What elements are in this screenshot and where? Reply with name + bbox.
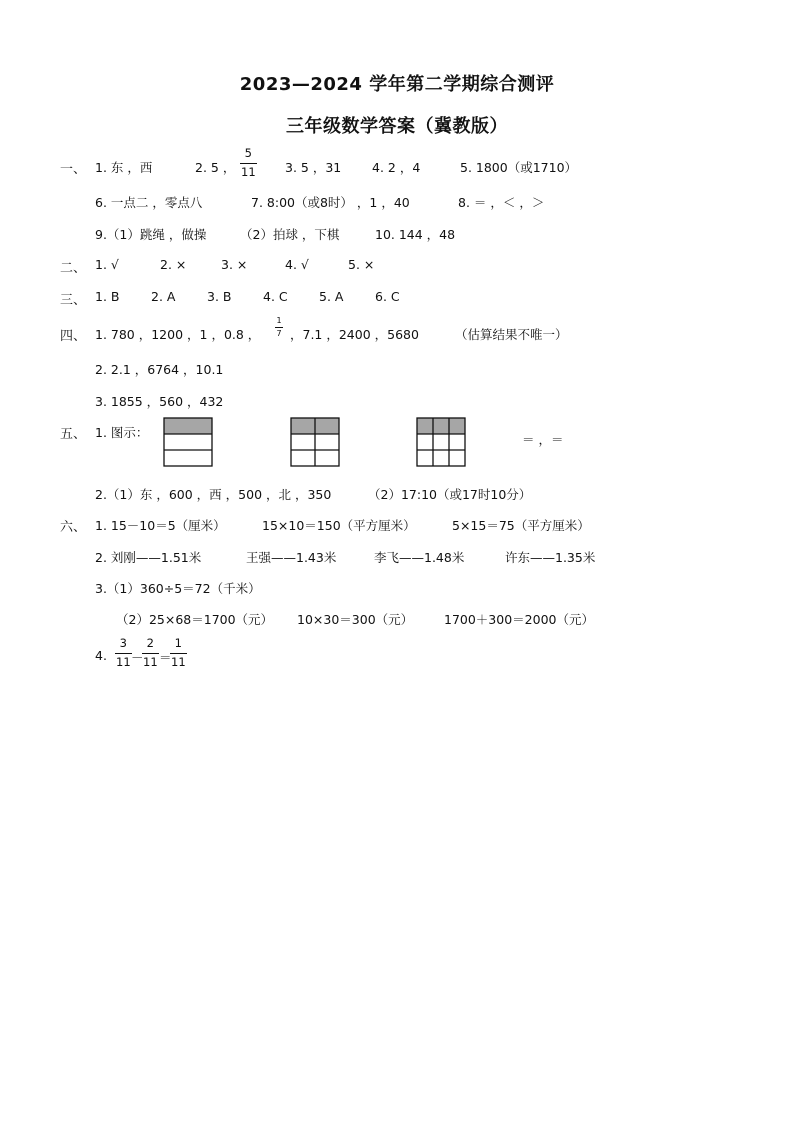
- s6-q4-fraction-1: [115, 638, 132, 668]
- s1-q8: 8. ＝ ，＜ ，＞: [458, 195, 545, 210]
- s5-q1-answer: ＝ ，＝: [522, 432, 564, 447]
- s1-q5: 5. 1800（或1710）: [460, 160, 578, 175]
- s6-q2: 王强——1.43米: [246, 550, 337, 565]
- section-3-label: 三、: [60, 293, 87, 308]
- fraction-denominator: 11: [171, 654, 186, 669]
- s2-item: 3. ×: [221, 257, 248, 272]
- fraction-bar: [142, 653, 159, 654]
- s1-q2-fraction: [240, 148, 257, 178]
- title-line-2: 三年级数学答案（冀教版）: [286, 116, 508, 137]
- s4-q1-fraction: [275, 317, 283, 338]
- s1-q6: 6. 一点二 ，零点八: [95, 195, 203, 210]
- section-4-label: 四、: [60, 329, 87, 344]
- s1-q9-part2: （2）拍球 ，下棋: [240, 227, 340, 242]
- fraction-bar: [115, 653, 132, 654]
- s4-q2: 2. 2.1 ，6764 ，10.1: [95, 362, 224, 377]
- fraction-numerator: 1: [174, 636, 182, 650]
- fraction-numerator: 5: [244, 146, 252, 160]
- s3-item: 3. B: [207, 289, 232, 304]
- shaded-part: [164, 418, 212, 434]
- fraction-denominator: 11: [241, 164, 256, 179]
- fraction-numerator: 2: [146, 636, 154, 650]
- s4-q1-note: （估算结果不唯一）: [455, 327, 568, 342]
- s2-item: 5. ×: [348, 257, 375, 272]
- s6-q4-fraction-3: [170, 638, 187, 668]
- s1-q1: 1. 东 ，西: [95, 160, 153, 175]
- shaded-part: [417, 418, 465, 434]
- s6-q2: 许东——1.35米: [505, 550, 596, 565]
- fraction-denominator: 7: [276, 329, 282, 338]
- s3-item: 4. C: [263, 289, 288, 304]
- section-6-label: 六、: [60, 520, 87, 535]
- s6-q1: 1. 15－10＝5（厘米）: [95, 518, 226, 533]
- s4-q1-rest: ，7.1 ，2400 ，5680: [290, 327, 419, 342]
- fraction-numerator: 3: [119, 636, 127, 650]
- s6-q2: 2. 刘刚——1.51米: [95, 550, 202, 565]
- s5-q2: 2.（1）东 ，600 ，西 ，500 ，北 ，350: [95, 487, 332, 502]
- fraction-denominator: 11: [116, 654, 131, 669]
- fraction-bar: [275, 327, 283, 328]
- s3-item: 2. A: [151, 289, 176, 304]
- s1-q9: 9.（1）跳绳 ，做操: [95, 227, 207, 242]
- s6-q4-fraction-2: [142, 638, 159, 668]
- s4-q1: 1. 780 ，1200 ，1 ，0.8 ，: [95, 327, 261, 342]
- fraction-bar: [170, 653, 187, 654]
- section-2-label: 二、: [60, 261, 87, 276]
- s6-q3-part1: 3.（1）360÷5＝72（千米）: [95, 581, 261, 596]
- section-5-label: 五、: [60, 427, 87, 442]
- s6-q1: 15×10＝150（平方厘米）: [262, 518, 416, 533]
- s6-q1: 5×15＝75（平方厘米）: [452, 518, 590, 533]
- diagram-3: [416, 417, 467, 468]
- s5-q1-label: 1. 图示：: [95, 425, 149, 440]
- s2-item: 4. √: [285, 257, 309, 272]
- s6-q3-part2: 10×30＝300（元）: [297, 612, 414, 627]
- s1-q2: 2. 5 ，: [195, 160, 236, 175]
- s6-q3-part2: （2）25×68＝1700（元）: [116, 612, 274, 627]
- s6-q4-minus: －: [131, 650, 144, 665]
- s6-q4-label: 4.: [95, 648, 107, 663]
- s5-q2-part2: （2）17:10（或17时10分）: [368, 487, 532, 502]
- diagram-1: [163, 417, 214, 468]
- s1-q4: 4. 2 ，4: [372, 160, 421, 175]
- s6-q2: 李飞——1.48米: [374, 550, 465, 565]
- diagram-2: [290, 417, 341, 468]
- s3-item: 5. A: [319, 289, 344, 304]
- fraction-numerator: 1: [276, 316, 282, 325]
- s1-q10: 10. 144 ，48: [375, 227, 456, 242]
- title-line-1: 2023—2024 学年第二学期综合测评: [239, 74, 555, 95]
- s4-q3: 3. 1855 ，560 ，432: [95, 394, 224, 409]
- section-1-label: 一、: [60, 162, 87, 177]
- s2-item: 2. ×: [160, 257, 187, 272]
- s1-q3: 3. 5 ，31: [285, 160, 342, 175]
- s3-item: 1. B: [95, 289, 120, 304]
- s6-q3-part2: 1700＋300＝2000（元）: [444, 612, 594, 627]
- s6-q4-equals: ＝: [159, 650, 172, 665]
- s1-q7: 7. 8:00（或8时） ，1 ，40: [251, 195, 410, 210]
- s2-item: 1. √: [95, 257, 119, 272]
- fraction-denominator: 11: [143, 654, 158, 669]
- s3-item: 6. C: [375, 289, 400, 304]
- fraction-bar: [240, 163, 257, 164]
